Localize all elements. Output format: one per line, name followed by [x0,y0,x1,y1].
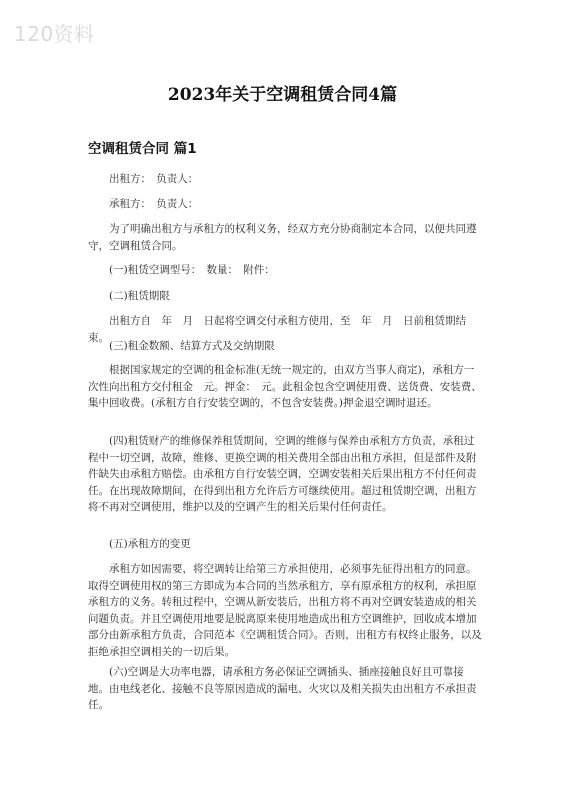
section-heading: 空调租赁合同 篇1 [88,141,197,157]
paragraph-preamble [88,221,482,254]
clause-3-heading [88,338,482,355]
clause-5-heading [88,536,482,553]
paragraph-text: 承租方如因需要，将空调转让给第三方承担使用，必须事先征得出租方的同意。取得空调使用权的第三方即成为本合同的当然承租方，享有原承租方的权利，承担原承租方的义务。转租过程中，空调从新安装后，出租方将不再对空调安装造成的相关问题负责。并且空调使用地要是脱离原来使用地造成出租方空调维护，回收成本增加部分由新承租方负责，合同范本《空调租赁合同》。否则，出租方有权终止服务，以及拒绝承担空调相关的一切后果。 [88,563,482,658]
paragraph-text: 出租方自 年 月 日起将空调交付承租方使用，至 年 月 日前租赁期结束。 [88,315,466,344]
paragraph-lessee [88,196,482,213]
paragraph-text: (六)空调是大功率电器，请承租方务必保证空调插头、插座接触良好且可靠接地。由电线老化、接触不良等原因造成的漏电、火灾以及相关损失由出租方不承担责任。 [88,666,477,711]
clause-1-model [88,262,482,279]
paragraph-text: 为了明确出租方与承租方的权利义务，经双方充分协商制定本合同，以便共同遵守，空调租赁合同。 [88,223,477,252]
clause-5-body [88,561,482,660]
paragraph-text: 出租方： 负责人： [109,173,199,185]
paragraph-text: (二)租赁期限 [109,290,170,302]
watermark-logo: 120资料 [14,22,95,46]
paragraph-lessor [88,171,482,188]
paragraph-text: (三)租金数额、结算方式及交纳期限 [109,340,275,352]
document-title: 2023年关于空调租赁合同4篇 [167,85,398,105]
clause-3-body [88,362,482,412]
paragraph-text: (一)租赁空调型号： 数量： 附件： [109,264,275,276]
clause-2-heading [88,288,482,305]
clause-4-body [88,433,482,516]
paragraph-text: (五)承租方的变更 [109,538,191,550]
paragraph-text: (四)租赁财产的维修保养租赁期间，空调的维修与保养由承租方方负责，承租过程中一切空调，故障，维修、更换空调的相关费用全部由出租方承担，但是部件及附件缺失由承租方赔偿。由承租方自行安装空调，空调安装相关后果出租方不付任何责任。在出现故障期间，在得到出租方允许后方可继续使用。超过租赁期空调，出租方将不再对空调使用，维护以及的空调产生的相关后果付任何责任。 [88,435,477,513]
paragraph-text: 根据国家规定的空调的租金标准(无统一规定的，由双方当事人商定)，承租方一次性向出租方交付租金 元。押金： 元。此租金包含空调使用费、送货费、安装费、集中回收费。(承租方自行安装空调的，不包含安装费。)押金退空调时退还。 [88,364,482,409]
clause-6-body [88,664,482,714]
paragraph-text: 承租方： 负责人： [109,198,199,210]
